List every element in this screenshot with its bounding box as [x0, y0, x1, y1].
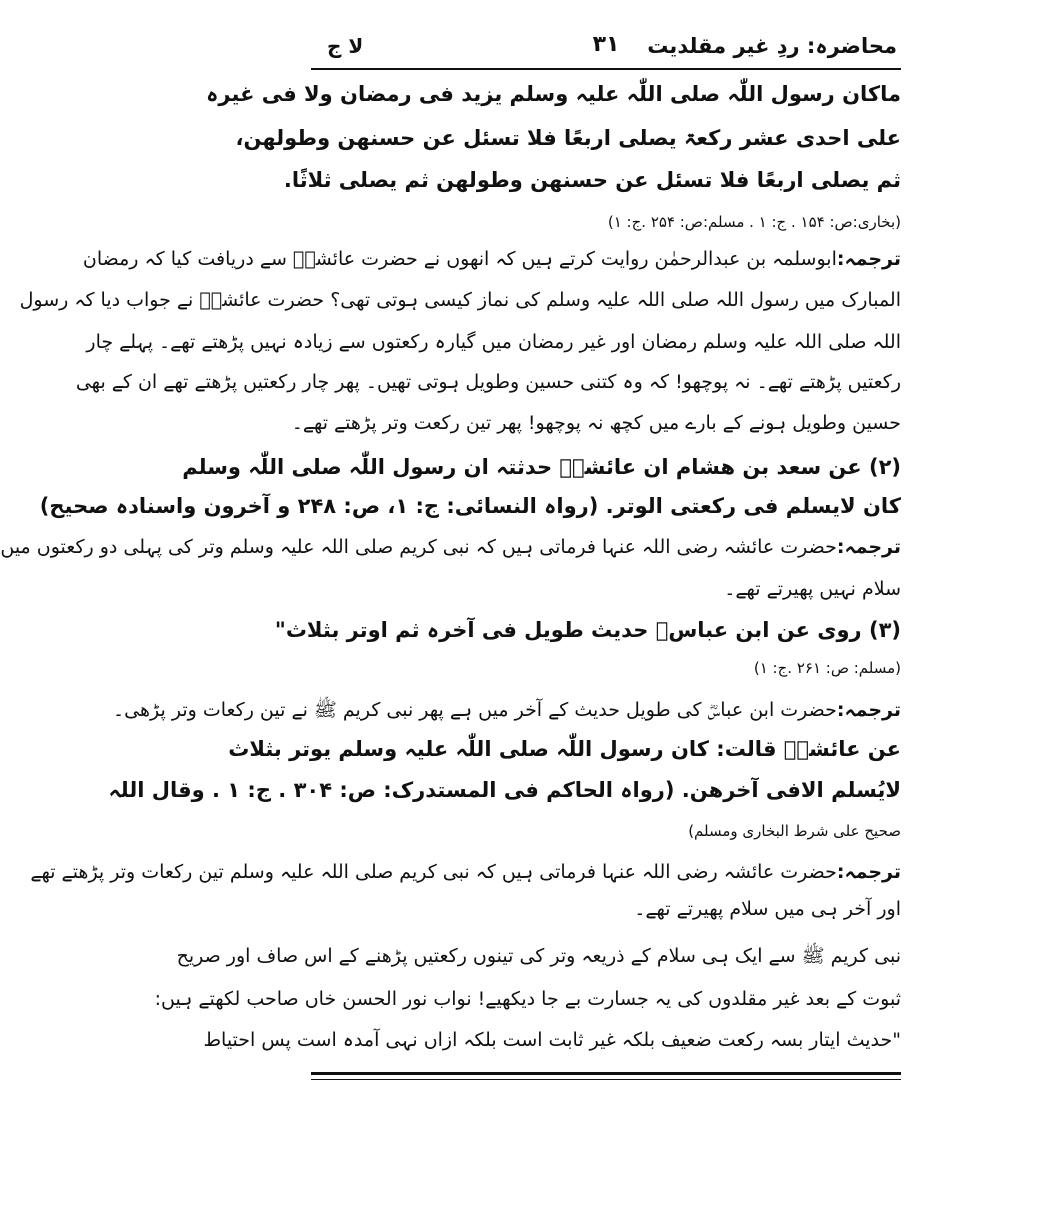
text-line [86, 331, 901, 353]
line-text: حضرت ابن عباسؓ کی طویل حدیث کے آخر میں ہے پھر نبی کریم ﷺ نے تین رکعات وتر پڑھی۔ [113, 699, 837, 721]
line-text: "حدیث ایتار بسہ رکعت ضعیف بلکہ غیر ثابت است بلکہ ازاں نہی آمدہ است پس احتیاط [203, 1029, 901, 1051]
line-text: اللہ صلی اللہ علیہ وسلم رمضان اور غیر رمضان میں گیارہ رکعتوں سے زیادہ نہیں پڑھتے تھے۔ پہلے چار [86, 331, 901, 353]
line-text: لایُسلم الافی آخرھن. (رواہ الحاکم فی المستدرک: ص: ۳۰۴ . ج: ۱ . وقال اللہ [108, 778, 901, 802]
line-text: (۳) روی عن ابن عباسؓ حدیث طویل فی آخرہ ثم اوتر بثلاث" [274, 618, 901, 642]
line-text: حسین وطویل ہونے کے بارے میں کچھ نہ پوچھو! پھر تین رکعت وتر پڑھتے تھے۔ [291, 412, 901, 434]
text-line [311, 578, 901, 600]
line-text: ماکان رسول اللّٰہ صلی اللّٰہ علیہ وسلم یزید فی رمضان ولا فی غیرہ [206, 82, 901, 106]
line-text: (مسلم: ص: ۲۶۱ .ج: ۱) [753, 659, 901, 677]
text-line [283, 168, 901, 192]
line-text: رکعتیں پڑھتے تھے۔ نہ پوچھو! کہ وہ کتنی حسین وطویل ہوتی تھیں۔ پھر چار رکعتیں پڑھتے تھے ان کے بھی [75, 371, 901, 393]
page-header [311, 30, 901, 64]
text-line [108, 778, 901, 802]
footer-rule-thin [311, 1079, 901, 1080]
line-text: کان لایسلم فی رکعتی الوتر. (رواہ النسائی: ج: ۱، ص: ۲۴۸ و آخرون واسنادہ صحیح) [39, 494, 901, 518]
line-text: (بخاری:ص: ۱۵۴ . ج: ۱ . مسلم:ص: ۲۵۴ .ج: ۱) [607, 213, 901, 231]
line-text: سلام نہیں پھیرتے تھے۔ [724, 578, 901, 600]
text-line [182, 455, 901, 479]
line-text: حضرت عائشہ رضی اللہ عنہا فرماتی ہیں کہ نبی کریم صلی اللہ علیہ وسلم وتر کی پہلی دو رکعتوں میں [0, 536, 837, 558]
line-text: ثم یصلی اربعًا فلا تسئل عن حسنھن وطولھن ثم یصلی ثلاثًا. [283, 168, 901, 192]
running-title: محاضرہ: ردِ غیر مقلدیت [647, 34, 897, 58]
text-line [274, 618, 901, 642]
text-line [235, 126, 901, 150]
translation-label: ترجمہ: [836, 861, 901, 883]
text-line [291, 412, 901, 434]
header-mark: لا ج [327, 34, 364, 58]
text-line [311, 659, 901, 677]
text-line [311, 213, 901, 231]
text-line [206, 82, 901, 106]
line-text: نبی کریم ﷺ سے ایک ہی سلام کے ذریعہ وتر کی تینوں رکعتیں پڑھنے کے اس صاف اور صریح [176, 945, 901, 967]
text-line [311, 822, 901, 840]
line-text: حضرت عائشہ رضی اللہ عنہا فرماتی ہیں کہ نبی کریم صلی اللہ علیہ وسلم تین رکعات وتر پڑھتے تھے [30, 861, 837, 883]
translation-label: ترجمہ: [836, 699, 901, 721]
text-line [228, 737, 901, 761]
line-text: (۲) عن سعد بن ھشام ان عائشۃؓ حدثتہ ان رسول اللّٰہ صلی اللّٰہ وسلم [182, 455, 901, 479]
text-line [19, 289, 901, 311]
line-text: ثبوت کے بعد غیر مقلدوں کی یہ جسارت بے جا دیکھیے! نواب نور الحسن خاں صاحب لکھتے ہیں: [154, 988, 901, 1010]
line-text: علی احدی عشر رکعۃ یصلی اربعًا فلا تسئل عن حسنھن وطولھن، [235, 126, 901, 150]
line-text: صحیح علی شرط البخاری ومسلم) [688, 822, 901, 840]
text-line [30, 861, 901, 883]
text-line [203, 1029, 901, 1051]
text-line [311, 898, 901, 920]
text-line [176, 944, 901, 972]
text-line [154, 988, 901, 1010]
text-line [113, 698, 901, 726]
line-text: المبارک میں رسول اللہ صلی اللہ علیہ وسلم کی نماز کیسی ہوتی تھی؟ حضرت عائشہؓ نے جواب دیا کہ رسول [19, 289, 901, 311]
text-line [82, 248, 901, 270]
footer-rule [311, 1072, 901, 1075]
translation-label: ترجمہ: [836, 248, 901, 270]
line-text: اور آخر ہی میں سلام پھیرتے تھے۔ [634, 898, 901, 920]
page-number: ۳۱ [592, 32, 620, 57]
text-line [75, 371, 901, 393]
header-rule [311, 68, 901, 70]
text-line [0, 536, 901, 558]
translation-label: ترجمہ: [836, 536, 901, 558]
text-line [39, 494, 901, 518]
line-text: ابوسلمہ بن عبدالرحمٰن روایت کرتے ہیں کہ انھوں نے حضرت عائشہؓ سے دریافت کیا کہ رمضان [82, 248, 837, 270]
line-text: عن عائشۃؓ قالت: کان رسول اللّٰہ صلی اللّٰہ علیہ وسلم یوتر بثلاث [228, 737, 901, 761]
